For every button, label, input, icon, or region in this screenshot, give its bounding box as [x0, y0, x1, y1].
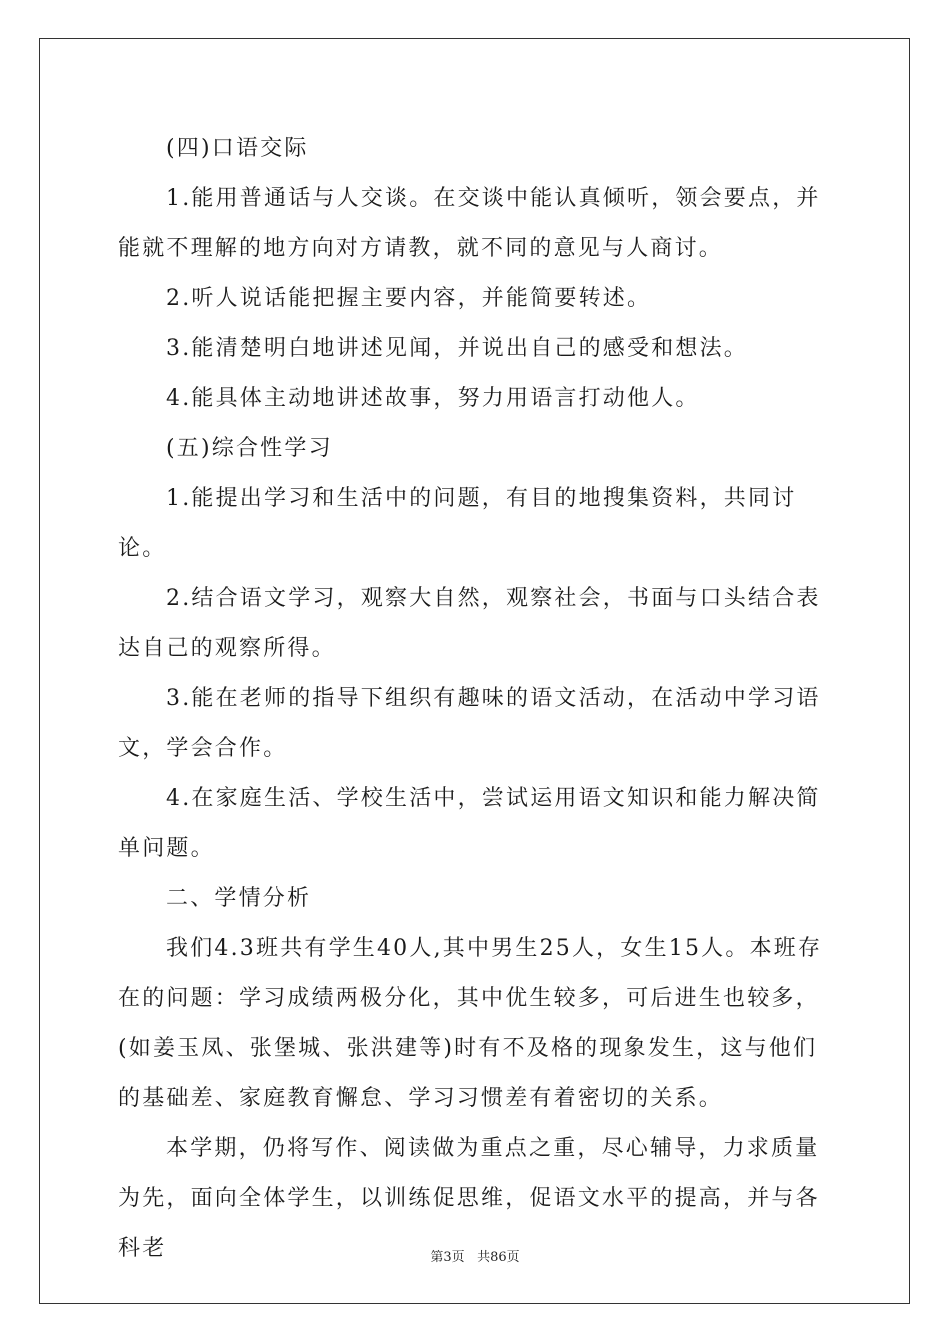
paragraph: 本学期，仍将写作、阅读做为重点之重，尽心辅导，力求质量为先，面向全体学生，以训练促思维，促语文水平的提高，并与各科老	[118, 1136, 820, 1261]
paragraph: 3.能清楚明白地讲述见闻，并说出自己的感受和想法。	[166, 336, 748, 361]
paragraph: 2.结合语文学习，观察大自然，观察社会，书面与口头结合表达自己的观察所得。	[118, 586, 821, 661]
paragraph: 3.能在老师的指导下组织有趣味的语文活动，在活动中学习语文，学会合作。	[118, 686, 821, 761]
page-number: 第3页	[430, 1250, 465, 1265]
paragraph: 2.听人说话能把握主要内容，并能简要转述。	[166, 286, 652, 311]
section-heading-student-analysis: 二、学情分析	[166, 886, 312, 911]
paragraph: 1.能提出学习和生活中的问题，有目的地搜集资料，共同讨论。	[118, 486, 797, 561]
page-footer	[0, 1246, 950, 1265]
document-body	[118, 124, 838, 1274]
paragraph: 4.在家庭生活、学校生活中，尝试运用语文知识和能力解决简单问题。	[118, 786, 821, 861]
section-heading-oral-communication: (四)口语交际	[166, 136, 309, 161]
paragraph: 1.能用普通话与人交谈。在交谈中能认真倾听，领会要点，并能就不理解的地方向对方请教，就不同的意见与人商讨。	[118, 186, 821, 261]
section-heading-comprehensive-learning: (五)综合性学习	[166, 436, 333, 461]
page-total: 共86页	[477, 1250, 520, 1265]
paragraph: 我们4.3班共有学生40人,其中男生25人，女生15人。本班存在的问题：学习成绩两极分化，其中优生较多，可后进生也较多，(如姜玉凤、张堡城、张洪建等)时有不及格的现象发生，这与他们的基础差、家庭教育懈怠、学习习惯差有着密切的关系。	[118, 936, 823, 1111]
paragraph: 4.能具体主动地讲述故事，努力用语言打动他人。	[166, 386, 700, 411]
